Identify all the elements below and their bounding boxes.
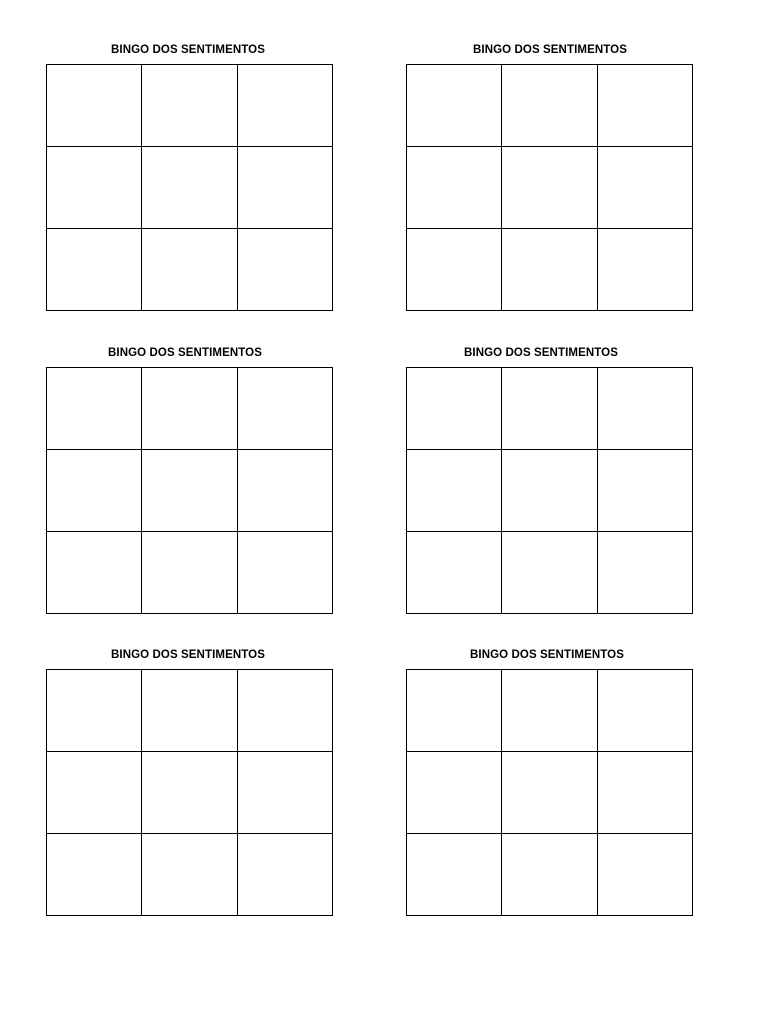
bingo-cell <box>598 532 693 614</box>
bingo-grid <box>406 367 693 614</box>
bingo-grid <box>406 64 693 311</box>
bingo-cell <box>407 65 502 147</box>
bingo-cell <box>502 229 597 311</box>
bingo-cell <box>142 532 237 614</box>
bingo-cell <box>407 450 502 532</box>
bingo-cell <box>238 147 333 229</box>
bingo-grid <box>46 64 333 311</box>
bingo-cell <box>142 368 237 450</box>
bingo-cell <box>47 532 142 614</box>
bingo-cell <box>407 229 502 311</box>
bingo-cell <box>47 670 142 752</box>
bingo-cell <box>598 450 693 532</box>
bingo-cell <box>238 670 333 752</box>
bingo-cell <box>238 65 333 147</box>
bingo-cell <box>598 229 693 311</box>
bingo-cell <box>598 147 693 229</box>
bingo-cell <box>407 147 502 229</box>
bingo-cell <box>47 834 142 916</box>
bingo-card-title: BINGO DOS SENTIMENTOS <box>111 649 265 661</box>
bingo-cell <box>142 752 237 834</box>
bingo-cell <box>407 532 502 614</box>
bingo-cell <box>238 450 333 532</box>
bingo-cell <box>502 368 597 450</box>
bingo-cell <box>407 752 502 834</box>
bingo-cell <box>47 147 142 229</box>
bingo-cell <box>238 229 333 311</box>
bingo-cell <box>407 368 502 450</box>
bingo-cell <box>142 229 237 311</box>
bingo-cell <box>407 834 502 916</box>
bingo-cell <box>142 147 237 229</box>
bingo-cell <box>238 532 333 614</box>
bingo-grid <box>46 669 333 916</box>
bingo-cell <box>238 368 333 450</box>
bingo-card-title: BINGO DOS SENTIMENTOS <box>473 44 627 56</box>
bingo-cell <box>47 65 142 147</box>
bingo-cell <box>142 65 237 147</box>
bingo-cell <box>47 368 142 450</box>
bingo-card-title: BINGO DOS SENTIMENTOS <box>111 44 265 56</box>
bingo-cell <box>598 368 693 450</box>
bingo-cell <box>142 834 237 916</box>
bingo-cell <box>598 65 693 147</box>
bingo-cell <box>502 147 597 229</box>
bingo-cell <box>598 752 693 834</box>
bingo-cell <box>407 670 502 752</box>
bingo-cell <box>502 450 597 532</box>
bingo-cell <box>502 532 597 614</box>
bingo-cell <box>502 670 597 752</box>
bingo-cell <box>598 670 693 752</box>
bingo-cell <box>238 752 333 834</box>
bingo-cell <box>502 752 597 834</box>
bingo-cell <box>502 65 597 147</box>
bingo-cell <box>47 450 142 532</box>
bingo-card-title: BINGO DOS SENTIMENTOS <box>108 347 262 359</box>
bingo-cell <box>142 670 237 752</box>
bingo-cell <box>598 834 693 916</box>
bingo-grid <box>406 669 693 916</box>
bingo-cell <box>47 752 142 834</box>
bingo-card-title: BINGO DOS SENTIMENTOS <box>470 649 624 661</box>
bingo-grid <box>46 367 333 614</box>
bingo-cell <box>238 834 333 916</box>
bingo-cell <box>142 450 237 532</box>
bingo-card-title: BINGO DOS SENTIMENTOS <box>464 347 618 359</box>
bingo-cell <box>502 834 597 916</box>
bingo-cell <box>47 229 142 311</box>
